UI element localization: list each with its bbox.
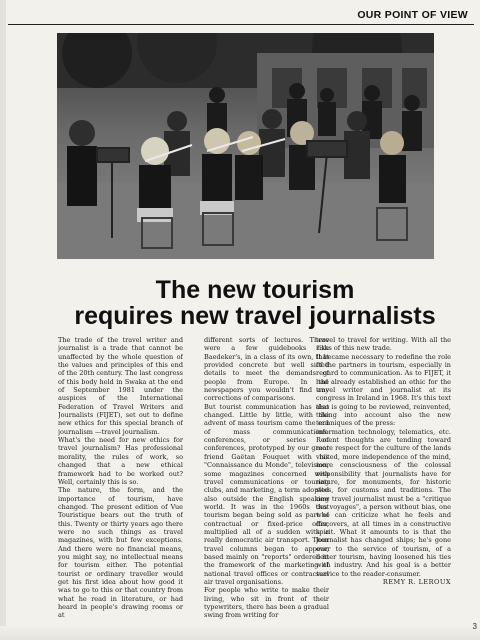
page-number: 3 [472,622,477,631]
paragraph: The trade of the travel writer and journalist is a trade that cannot be unaffected by the whole question of the values and principles of this end of the 20th century. The last congress of this body held in Swaka at the end of September 1981 under the auspices of the International Federation of Travel Writers and Journalists (FIJET), set out to define new ethics for this special branch of journalism —travel journalism. [58,336,183,436]
section-header [0,0,480,30]
article-column-2 [204,336,329,624]
paragraph: information technology, telematics, etc. Recent thoughts are tending toward more respect for the culture of the lands visited, more independence of the mind, more consciousness of the colossal responsibility that journalists have for nature, for monuments, for historic sites, for customs and traditions. The new travel journalist must be a "critique des voyages", a person without bias, one who can criticize what he feels and discovers, at all times in a constructive spirit. What it amounts to is that the journalist has changed ships; he's gone over to the service of tourism, of a better tourism, having loosened his ties with industry. And his goal is a better service to the reader-consumer. [316,427,451,578]
section-label: OUR POINT OF VIEW [357,9,468,21]
author-byline: REMY R. LEROUX [382,577,451,586]
headline-line-1: The new tourism [155,276,355,304]
paragraph: The nature, the form, and the importance of tourism, have changed. The present edition of Vue Touristique bears out the truth of this. Twenty or thirty years ago there were no such things as travel magazines, with but few exceptions. And there were no financial means, you might say, no intellectual means for tourism either. The potential tourist or ordinary traveller would get his first idea about how good it was to go to this or that country from what he read in literature, or had heard in people's drawing rooms or at [58,486,183,620]
paragraph: What's the need for new ethics for travel journalism? Has professional morality, the rules of work, so changed that a new ethical framework had to be worked out? Well, certainly this is so. [58,436,183,486]
paragraph: For people who write to make their living, who sit in front of their typewriters, there has been a gradual swing from writing for [204,586,329,620]
paragraph: different sorts of lectures. There were a few guidebooks like Baedeker's, in a class of its own, that provided concrete but well sifted details to meet the demands of people from Europe. In the newspapers you wouldn't find any corrections of comparisons. [204,336,329,403]
orchestra-photo [57,33,434,259]
page-bottom-bleed [0,626,480,640]
paragraph: It became necessary to redefine the role of the partners in tourism, especially in regard to communication. As to FIJET, it had already established an ethic for the travel writer and journalist at its congress in Ireland in 1968. It's this text that is going to be reviewed, reinvented, taking into account also the new techniques of the press: [316,352,451,428]
header-rule [8,24,474,25]
article-column-1 [58,336,183,624]
page-edge-shadow [0,0,6,640]
article-body [58,336,463,624]
article-column-3 [316,336,451,624]
orchestra-photo-icon [57,33,434,259]
paragraph: travel to travel for writing. With all the risks of this new trade. [316,336,451,353]
headline-line-2: requires new travel journalists [74,302,436,330]
paragraph: But tourist communication has also changed. Little by little, with the advent of mass tourism came the era of mass communications: conferences, or series of conferences, prototyped by our great friend Gaëtan Fouquet with his "Connaissance du Monde", television, some magazines concerned with travel communications or touring clubs, and marketing, a term adopted also outside the English speaking world. It was in the 1960s that tourism began being sold as part of contractual or fixed-price offer, multiplied all of a sudden with a really democratic air transport. Then travel columns began to appear, based mainly on "reports" ordered in the framework of the marketing of national travel offices or contractual air travel organisations. [204,402,329,586]
article-headline [60,277,450,329]
